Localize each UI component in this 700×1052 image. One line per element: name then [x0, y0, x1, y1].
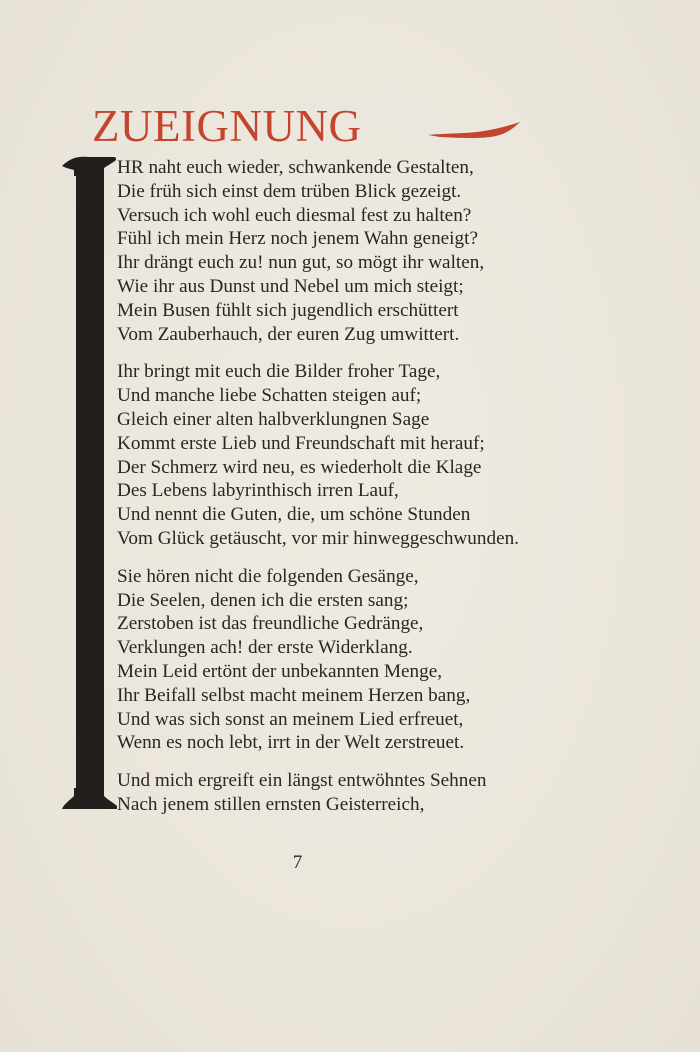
verse-line: Zerstoben ist das freundliche Gedränge,	[117, 613, 424, 635]
page-number: 7	[292, 852, 303, 873]
verse-line: Und mich ergreift ein längst entwöhntes Sehnen	[117, 770, 487, 792]
poem-title: ZUEIGNUNG	[92, 101, 362, 151]
stanza-1	[117, 156, 677, 346]
verse-line: Und was sich sonst an meinem Lied erfreuet,	[117, 708, 464, 730]
verse-line: Vom Glück getäuscht, vor mir hinweggeschwunden.	[117, 527, 519, 549]
verse-line: Ihr drängt euch zu! nun gut, so mögt ihr walten,	[117, 252, 485, 274]
verse-line: Wenn es noch lebt, irrt in der Welt zerstreuet.	[117, 732, 465, 754]
verse-line: Die Seelen, denen ich die ersten sang;	[117, 589, 409, 611]
verse-line: Kommt erste Lieb und Freundschaft mit herauf;	[117, 432, 485, 454]
verse-line: Des Lebens labyrinthisch irren Lauf,	[117, 480, 399, 502]
poem-body	[117, 156, 677, 831]
title-swash-ornament	[426, 118, 522, 144]
verse-line: Mein Busen fühlt sich jugendlich erschüttert	[117, 299, 459, 321]
stanza-3	[117, 565, 677, 755]
verse-line: Sie hören nicht die folgenden Gesänge,	[117, 565, 419, 587]
verse-line: Mein Leid ertönt der unbekannten Menge,	[117, 660, 443, 682]
verse-line: Ihr Beifall selbst macht meinem Herzen bang,	[117, 684, 471, 706]
verse-line: Der Schmerz wird neu, es wiederholt die Klage	[117, 456, 482, 478]
verse-line: Versuch ich wohl euch diesmal fest zu halten?	[117, 204, 472, 226]
verse-line: Ihr bringt mit euch die Bilder froher Tage,	[117, 361, 441, 383]
verse-line: Vom Zauberhauch, der euren Zug umwittert.	[117, 323, 460, 345]
verse-line: HR naht euch wieder, schwankende Gestalten,	[117, 157, 474, 178]
drop-cap-initial	[60, 156, 118, 810]
verse-line: Die früh sich einst dem trüben Blick gezeigt.	[117, 180, 462, 202]
verse-line: Und manche liebe Schatten steigen auf;	[117, 385, 422, 407]
verse-line: Wie ihr aus Dunst und Nebel um mich steigt;	[117, 275, 464, 297]
verse-line: Verklungen ach! der erste Widerklang.	[117, 637, 413, 659]
verse-line: Und nennt die Guten, die, um schöne Stunden	[117, 504, 471, 526]
verse-line: Gleich einer alten halbverklungnen Sage	[117, 408, 430, 430]
verse-line: Fühl ich mein Herz noch jenem Wahn geneigt?	[117, 228, 478, 250]
stanza-4	[117, 769, 677, 817]
stanza-2	[117, 360, 677, 550]
verse-line: Nach jenem stillen ernsten Geisterreich,	[117, 793, 425, 815]
